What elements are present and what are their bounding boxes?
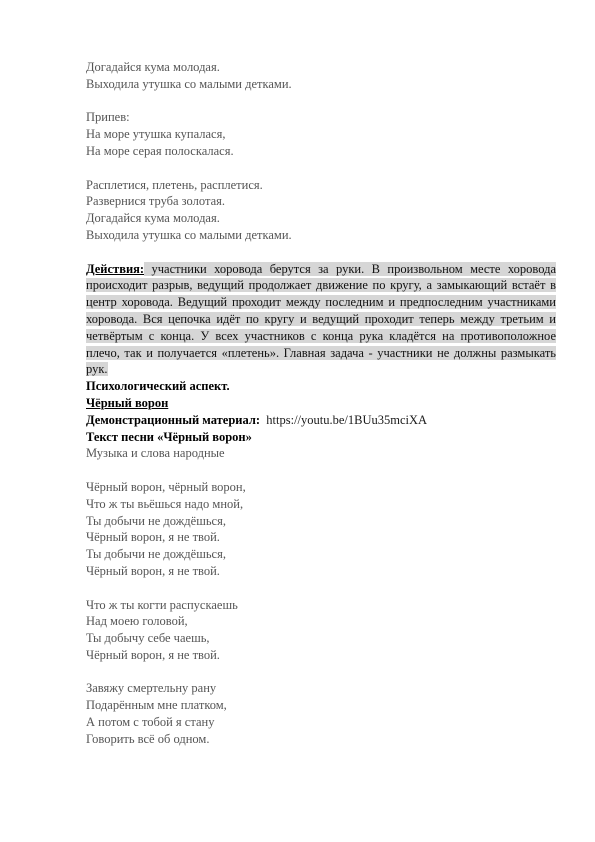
lyric-line: Догадайся кума молодая. (86, 211, 220, 226)
verse-1 (86, 479, 556, 580)
verse-2 (86, 597, 556, 664)
lyric-line: Что ж ты вьёшься надо мной, (86, 496, 244, 511)
verse-3 (86, 680, 556, 747)
demo-label: Демонстрационный материал: (86, 412, 261, 427)
lyric-line: Что ж ты когти распускаешь (86, 597, 238, 612)
lyric-line: Чёрный ворон, я не твой. (86, 563, 220, 578)
spacer (86, 580, 556, 597)
lyric-line: Ты добычи не дождёшься, (86, 547, 226, 562)
lyric-line: Расплетися, плетень, расплетися. (86, 177, 263, 192)
refrain-block (86, 109, 556, 159)
lyric-line: Ты добычи не дождёшься, (86, 513, 226, 528)
lyric-line: Завяжу смертельну рану (86, 681, 217, 696)
actions-text: участники хоровода берутся за руки. В произвольном месте хоровода происходит разрыв, ведущий продолжает движение по кругу, а замыкающий встаёт в центр хоровода. Ведущий проходит между последним и предпоследним участниками хоровода. Вся цепочка идёт по кругу и ведущий проходит теперь между третьим и четвёртым с конца. У всех участников с конца рука кладётся на противоположное плечо, так и получается «плетень». Главная задача - участники не должны размыкать рук. (86, 261, 556, 377)
spacer (86, 244, 556, 261)
spacer (86, 93, 556, 110)
song-stanza-2 (86, 177, 556, 244)
lyric-line: Чёрный ворон, я не твой. (86, 647, 220, 662)
refrain-label: Припев: (86, 110, 130, 125)
lyrics-heading: Текст песни «Чёрный ворон» (86, 429, 252, 444)
demo-link[interactable]: https://youtu.be/1BUu35mciXA (266, 412, 428, 427)
song-title: Чёрный ворон (86, 395, 169, 410)
actions-paragraph (86, 261, 556, 379)
actions-label: Действия: (86, 261, 145, 276)
song-credit: Музыка и слова народные (86, 446, 225, 461)
psychological-aspect-heading: Психологический аспект. (86, 379, 230, 394)
document-body (86, 59, 556, 748)
song-stanza-1 (86, 59, 556, 93)
lyric-line: Выходила утушка со малыми детками. (86, 227, 292, 242)
spacer (86, 462, 556, 479)
lyric-line: Развернися труба золотая. (86, 194, 225, 209)
spacer (86, 160, 556, 177)
lyric-line: Чёрный ворон, чёрный ворон, (86, 479, 246, 494)
lyric-line: Выходила утушка со малыми детками. (86, 76, 292, 91)
lyric-line: Над моею головой, (86, 614, 188, 629)
spacer (86, 664, 556, 681)
lyric-line: А потом с тобой я стану (86, 715, 215, 730)
lyric-line: Догадайся кума молодая. (86, 60, 220, 74)
lyric-line: Говорить всё об одном. (86, 731, 210, 746)
lyric-line: Чёрный ворон, я не твой. (86, 530, 220, 545)
lyric-line: На море серая полоскалася. (86, 143, 234, 158)
lyric-line: Ты добычу себе чаешь, (86, 631, 210, 646)
lyric-line: Подарённым мне платком, (86, 698, 227, 713)
demo-material-line (86, 412, 556, 429)
lyric-line: На море утушка купалася, (86, 127, 226, 142)
